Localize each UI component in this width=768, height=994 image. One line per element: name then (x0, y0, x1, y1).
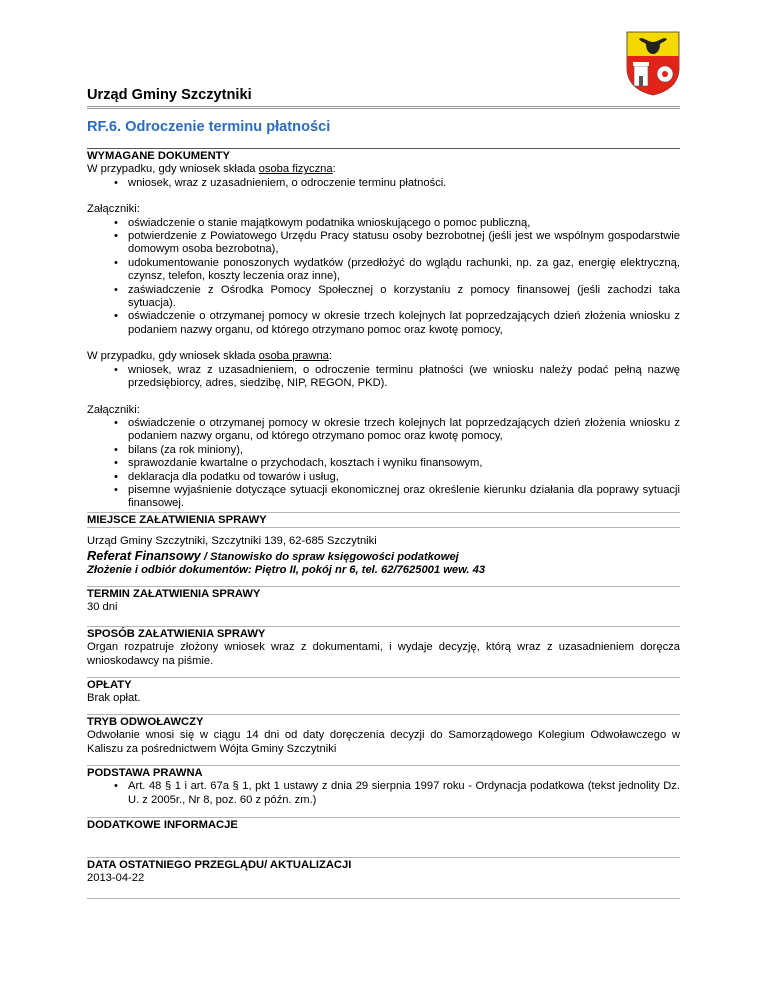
section-legal-basis (87, 765, 680, 807)
gmina-coat-of-arms-icon (625, 30, 681, 96)
section-heading: TRYB ODWOŁAWCZY (87, 716, 204, 728)
deadline-value: 30 dni (87, 601, 118, 614)
list-item: • deklaracja dla podatku od towarów i usług, (87, 471, 680, 484)
fees-text: Brak opłat. (87, 692, 141, 705)
list-item: • wniosek, wraz z uzasadnieniem, o odroczenie terminu płatności (we wniosku należy podać pełną nazwę przedsiębiorcy, adres, siedzibę, NIP, REGON, PKD). (87, 364, 680, 391)
page-title: RF.6. Odroczenie terminu płatności (87, 119, 331, 135)
appeal-text: Odwołanie wnosi się w ciągu 14 dni od daty doręczenia decyzji do Samorządowego Kolegium Odwoławczego w Kaliszu za pośrednictwem Wójta Gminy Szczytniki (87, 729, 680, 755)
list-item: • Art. 48 § 1 i art. 67a § 1, pkt 1 ustawy z dnia 29 sierpnia 1997 roku - Ordynacja podatkowa (tekst jednolity Dz. U. z 2005r., Nr 8, poz. 60 z późn. zm.) (87, 780, 680, 807)
section-divider (87, 148, 680, 149)
list-item: • potwierdzenie z Powiatowego Urzędu Pracy statusu osoby bezrobotnej (jeśli jest we wspólnym gospodarstwie domowym osoba bezrobotna), (87, 230, 680, 257)
legal-person-list (87, 364, 680, 391)
review-date: 2013-04-22 (87, 872, 145, 885)
section-heading: WYMAGANE DOKUMENTY (87, 150, 230, 162)
natural-person-intro: W przypadku, gdy wniosek składa osoba fizyczna: (87, 163, 336, 176)
list-item: • wniosek, wraz z uzasadnieniem, o odroczenie terminu płatności. (87, 177, 680, 190)
list-item: • pisemne wyjaśnienie dotyczące sytuacji ekonomicznej oraz określenie kierunku działania dla poprawy sytuacji finansowej. (87, 484, 680, 511)
section-heading: MIEJSCE ZAŁATWIENIA SPRAWY (87, 514, 267, 526)
legal-attachments-list (87, 417, 680, 511)
section-appeal (87, 714, 680, 756)
department: Referat Finansowy / Stanowisko do spraw księgowości podatkowej (87, 547, 459, 563)
office-address: Urząd Gminy Szczytniki, Szczytniki 139, 62-685 Szczytniki (87, 535, 377, 548)
submission-info: Złożenie i odbiór dokumentów: Piętro II, pokój nr 6, tel. 62/7625001 wew. 43 (87, 564, 486, 577)
list-item: • udokumentowanie ponoszonych wydatków (przedłożyć do wglądu rachunki, np. za gaz, energię elektryczną, czynsz, telefon, koszty leczenia oraz inne), (87, 257, 680, 284)
section-heading: PODSTAWA PRAWNA (87, 767, 203, 779)
legal-person-link-text: osoba prawna (258, 350, 329, 363)
natural-attachments-list (87, 217, 680, 338)
section-review-date (87, 857, 680, 899)
section-required-documents (87, 148, 680, 511)
list-item: • oświadczenie o stanie majątkowym podatnika wnioskującego o pomoc publiczną, (87, 217, 680, 230)
natural-person-link-text: osoba fizyczna (258, 163, 333, 176)
list-item: • sprawozdanie kwartalne o przychodach, kosztach i wyniku finansowym, (87, 457, 680, 470)
legal-basis-list (87, 780, 680, 807)
section-heading: DODATKOWE INFORMACJE (87, 819, 238, 831)
list-item: • oświadczenie o otrzymanej pomocy w okresie trzech kolejnych lat poprzedzających dzień złożenia wniosku z podaniem nazwy organu, od którego otrzymano pomoc oraz kwotę pomocy, (87, 417, 680, 444)
section-place (87, 512, 680, 578)
section-heading: DATA OSTATNIEGO PRZEGLĄDU/ AKTUALIZACJI (87, 859, 352, 871)
list-item: • oświadczenie o otrzymanej pomocy w okresie trzech kolejnych lat poprzedzających dzień złożenia wniosku z podaniem nazwy organu, od którego otrzymano pomoc oraz kwotę pomocy, (87, 310, 680, 337)
section-divider (87, 898, 680, 899)
method-text: Organ rozpatruje złożony wniosek wraz z dokumentami, i wydaje decyzję, którą wraz z uzasadnieniem doręcza wnioskodawcy na piśmie. (87, 641, 680, 667)
section-method (87, 626, 680, 668)
section-heading: TERMIN ZAŁATWIENIA SPRAWY (87, 588, 261, 600)
legal-person-intro: W przypadku, gdy wniosek składa osoba prawna: (87, 350, 333, 363)
list-item: • bilans (za rok miniony), (87, 444, 680, 457)
attachments-label: Załączniki: (87, 203, 140, 216)
list-item: • zaświadczenie z Ośrodka Pomocy Społecznej o korzystaniu z pomocy finansowej (jeśli zachodzi taka sytuacja). (87, 284, 680, 311)
office-name: Urząd Gminy Szczytniki (87, 87, 252, 103)
section-additional-info (87, 817, 680, 832)
header-divider (87, 106, 680, 109)
section-heading: OPŁATY (87, 679, 132, 691)
section-fees (87, 677, 680, 706)
section-deadline (87, 586, 680, 615)
attachments-label: Załączniki: (87, 403, 140, 416)
section-heading: SPOSÓB ZAŁATWIENIA SPRAWY (87, 628, 266, 640)
natural-person-list (87, 177, 680, 190)
